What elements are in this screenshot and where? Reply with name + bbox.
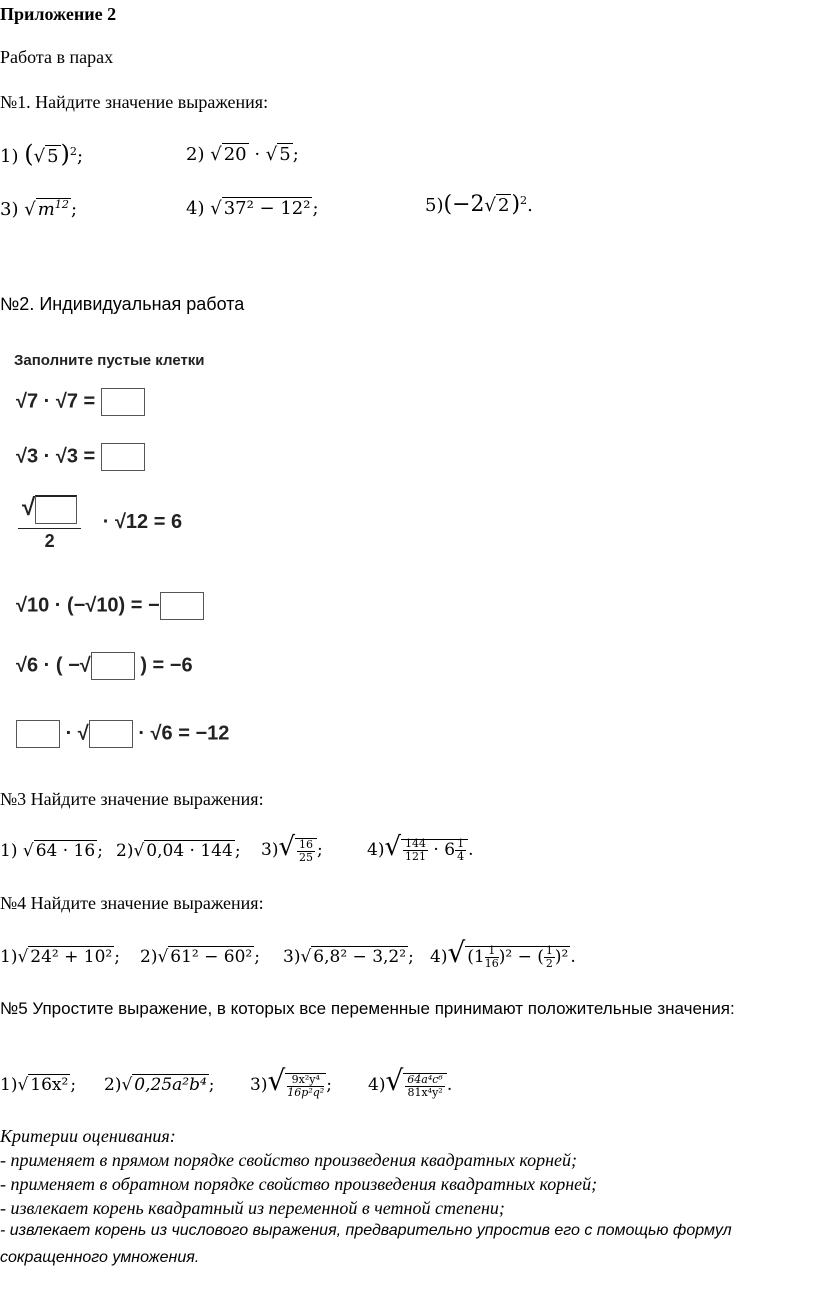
task2-row1: √7 · √7 = <box>16 388 145 416</box>
answer-cell[interactable] <box>35 495 77 524</box>
criteria-item: - применяет в прямом порядке свойство произведения квадратных корней; <box>0 1150 578 1170</box>
criteria-item-cont: сокращенного умножения. <box>0 1249 200 1266</box>
task2-subtitle: Заполните пустые клетки <box>14 352 205 369</box>
task1-item5: 5)(−2√ 2)$^2$. <box>425 192 533 217</box>
task4-item4: 4)√ (1 $\frac{1}{16}$ )² − ( $\frac{1}{2}$ )² . <box>430 936 576 970</box>
task3-title: №3 Найдите значение выражения: <box>0 789 264 809</box>
task2-title: №2. Индивидуальная работа <box>0 294 245 314</box>
task4-item2: 2)√ 61² − 60² ; <box>140 947 260 967</box>
task2-row4: √10 · (−√10) = − <box>16 592 204 620</box>
task5-item4: 4)√ $\frac{\text{64a⁴c⁶}}{\text{81x⁴y²}}$ . <box>368 1064 453 1099</box>
answer-cell[interactable] <box>89 720 133 748</box>
answer-cell[interactable] <box>101 443 145 471</box>
answer-cell[interactable] <box>101 388 145 416</box>
task1-item2: 2) √ 20 · √ 5 ; <box>186 144 299 165</box>
task2-row5: √6 · ( −√ ) = −6 <box>16 652 193 680</box>
task2-row6: · √ · √6 = −12 <box>16 720 229 748</box>
task3-item1: 1) √ 64 · 16 ; <box>0 841 103 861</box>
answer-cell[interactable] <box>160 592 204 620</box>
appendix-title: Приложение 2 <box>0 4 117 24</box>
task4-item1: 1)√ 24² + 10² ; <box>0 947 120 967</box>
criteria-item: - применяет в обратном порядке свойство произведения квадратных корней; <box>0 1174 598 1194</box>
task3-item2: 2)√ 0,04 · 144 ; <box>116 841 241 861</box>
task1-item3: 3) √ $m^{12}$ ; <box>0 198 78 220</box>
task5-title: №5 Упростите выражение, в которых все переменные принимают положительные значения: <box>0 999 735 1018</box>
task1-title: №1. Найдите значение выражения: <box>0 92 269 112</box>
task1-item1: 1) (√ 5)$^2$; <box>0 140 84 168</box>
task5-item1: 1)√ 16x² ; <box>0 1075 77 1095</box>
criteria-item: - извлекает корень из числового выражения, предварительно упростив его с помощью формул <box>0 1222 732 1239</box>
task1-item4: 4) √ 37² − 12² ; <box>186 198 319 219</box>
task5-item2: 2)√ 0,25a²b⁴ ; <box>104 1075 215 1095</box>
task3-item4: 4)√ $\frac{144}{121}$ · 6 $\frac{1}{4}$ . <box>367 832 474 863</box>
answer-cell[interactable] <box>91 652 135 680</box>
task2-row2: √3 · √3 = <box>16 443 145 471</box>
task5-item3: 3)√ $\frac{\text{9x²y⁴}}{\text{16p²q²}}$ ; <box>250 1064 332 1099</box>
task3-item3: 3)√ $\frac{16}{25}$ ; <box>261 832 323 864</box>
criteria-title: Критерии оценивания: <box>0 1126 176 1146</box>
task4-title: №4 Найдите значение выражения: <box>0 893 264 913</box>
answer-cell[interactable] <box>16 720 60 748</box>
task2-row3: √ 2 · √12 = 6 <box>18 494 182 552</box>
pair-work-heading: Работа в парах <box>0 47 114 67</box>
criteria-item: - извлекает корень квадратный из переменной в четной степени; <box>0 1198 505 1218</box>
task4-item3: 3)√ 6,8² − 3,2² ; <box>283 947 414 967</box>
